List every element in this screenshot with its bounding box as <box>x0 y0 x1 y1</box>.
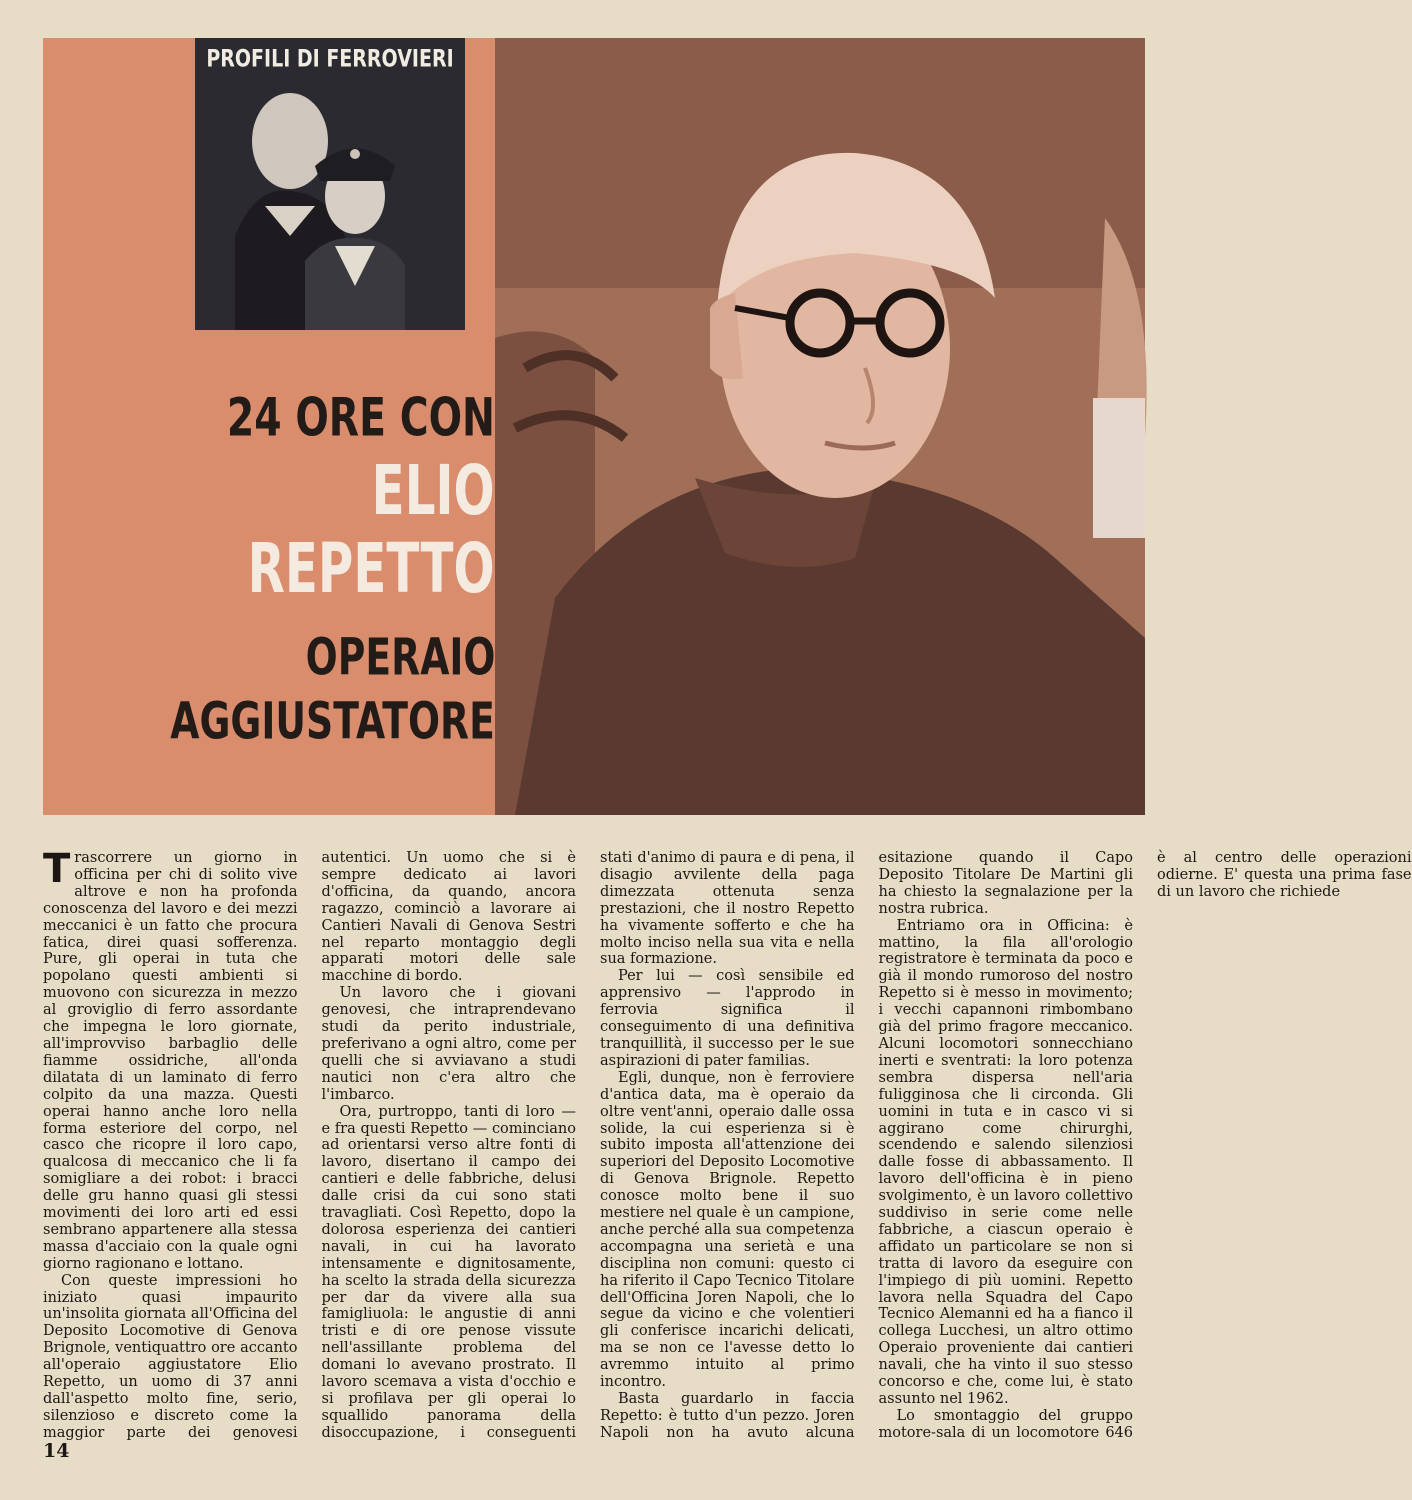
section-kicker: PROFILI DI FERROVIERI <box>206 45 454 73</box>
article-paragraph: Egli, dunque, non è ferroviere d'antica data, ma è operaio da oltre vent'anni, operaio dalle ossa solide, la cui esperienza si è subito imposta all'attenzione dei superiori del Deposito Locomotive di Genova Brignole. Repetto conosce molto bene il suo mestiere nel quale è un campione, anche perché alla sua competenza accompagna una serietà e una disciplina non comuni: questo ci ha riferito il Capo Tecnico Titolare dell'Officina Joren Napoli, che lo segue da vicino e che volentieri gli conferisce incarichi delicati, ma se non ce l'avesse detto lo avremmo intuito al primo incontro. <box>600 1069 855 1391</box>
article-paragraph: Per lui — così sensibile ed apprensivo — l'approdo in ferrovia significa il conseguimento di una definitiva tranquillità, il successo per le sue aspirazioni di pater familias. <box>600 968 855 1069</box>
article-paragraph: Con queste impressioni ho iniziato quasi impaurito un'insolita giornata all'Officina del Deposito Locomotive di Genova Brignole, ventiquattro ore accanto all'operaio aggiustatore Elio Repetto, un uomo di 37 anni dall'aspetto molto fine, serio, silenzioso e discreto come la maggior parte dei genovesi autentici. Un uomo che si è sempre dedicato ai lavori d'officina, da quando, ancora ragazzo, cominciò a lavorare ai Cantieri Navali di Genova Sestri nel reparto montaggio degli apparati motori delle sale macchine di bordo. <box>43 850 576 1441</box>
main-photo-image <box>495 38 1145 815</box>
inset-photo-image <box>195 86 465 330</box>
article-paragraph: Entriamo ora in Officina: è mattino, la fila all'orologio registratore è terminata da poco e già il mondo rumoroso del nostro Repetto si è messo in movimento; i vecchi capannoni rimbombano già del primo fragore meccanico. Alcuni locomotori sonnecchiano inerti e sventrati: la loro potenza sembra dispersa nell'aria fuligginosa che li circonda. Gli uomini in tuta e in casco vi si aggirano come chirurghi, scendendo e salendo silenziosi dalle fosse di abbassamento. Il lavoro dell'officina è in pieno svolgimento, è un lavoro collettivo suddiviso in serie come nelle fabbriche, a ciascun operaio è affidato un particolare se non si tratta di lavoro da eseguire con l'impiego di più uomini. Repetto lavora nella Squadra del Capo Tecnico Alemanni ed ha a fianco il collega Lucchesi, un altro ottimo Operaio proveniente dai cantieri navali, che ha vinto il suo stesso concorso e che, come lui, è stato assunto nel 1962. <box>878 917 1133 1407</box>
headline-name-first: ELIO <box>372 450 495 531</box>
headline-role-line-1: OPERAIO <box>305 627 495 687</box>
inset-photo <box>195 38 465 330</box>
article-paragraph: Lo smontaggio del gruppo motore-sala di un locomotore 646 è al centro delle operazioni odierne. E' questa una prima fase di un lavoro che richiede <box>878 850 1412 1441</box>
article-paragraph: Ora, purtroppo, tanti di loro — e fra questi Repetto — cominciano ad orientarsi verso altre fonti di lavoro, disertano il campo dei cantieri e delle fabbriche, delusi dalle crisi da cui sono stati travagliati. Così Repetto, dopo la dolorosa esperienza dei cantieri navali, in cui ha lavorato intensamente e dignitosamente, ha scelto la strada della sicurezza per dar da vivere alla sua famigliuola: le angustie di anni tristi e di ore penose vissute nell'assillante problema del domani lo avevano prostrato. Il lavoro scemava a vista d'occhio e si profilava per gli operai lo squallido panorama della disoccupazione, i conseguenti stati d'animo di paura e di pena, il disagio avvilente della paga dimezzata ottenuta senza prestazioni, che il nostro Repetto ha vivamente sofferto e che ha molto inciso nella sua vita e nella sua formazione. <box>321 850 855 1441</box>
article-body <box>43 846 1412 1450</box>
article-paragraph: Basta guardarlo in faccia Repetto: è tutto d'un pezzo. Joren Napoli non ha avuto alcuna esitazione quando il Capo Deposito Titolare De Martini gli ha chiesto la segnalazione per la nostra rubrica. <box>600 850 1133 1441</box>
headline-name-last: REPETTO <box>248 528 495 609</box>
main-photo <box>495 38 1145 815</box>
article-paragraph: Trascorrere un giorno in officina per chi di solito vive altrove e non ha profonda conoscenza del lavoro e dei mezzi meccanici è un fatto che procura fatica, direi quasi sofferenza. Pure, gli operai in tuta che popolano questi ambienti si muovono con sicurezza in mezzo al groviglio di ferro assordante che impegna le loro giornate, all'improvviso barbaglio delle fiamme ossidriche, all'onda dilatata di un laminato di ferro colpito da una mazza. Questi operai hanno anche loro nella forma esteriore del corpo, nel casco che ricopre il loro capo, qualcosa di meccanico che li fa somigliare a dei robot: i bracci delle gru hanno quasi gli stessi movimenti dei loro arti ed essi sembrano appartenere alla stessa massa d'acciaio con la quale ogni giorno ragionano e lottano. <box>43 846 298 1272</box>
headline-role-line-2: AGGIUSTATORE <box>170 691 495 751</box>
headline-line-1: 24 ORE CON <box>226 387 495 449</box>
drop-cap: T <box>43 846 71 892</box>
article-paragraph: Un lavoro che i giovani genovesi, che intraprendevano studi da perito industriale, preferivano a ogni altro, come per quelli che si avviavano a studi nautici non c'era altro che l'imbarco. <box>321 985 576 1103</box>
page-number: 14 <box>43 1440 70 1462</box>
